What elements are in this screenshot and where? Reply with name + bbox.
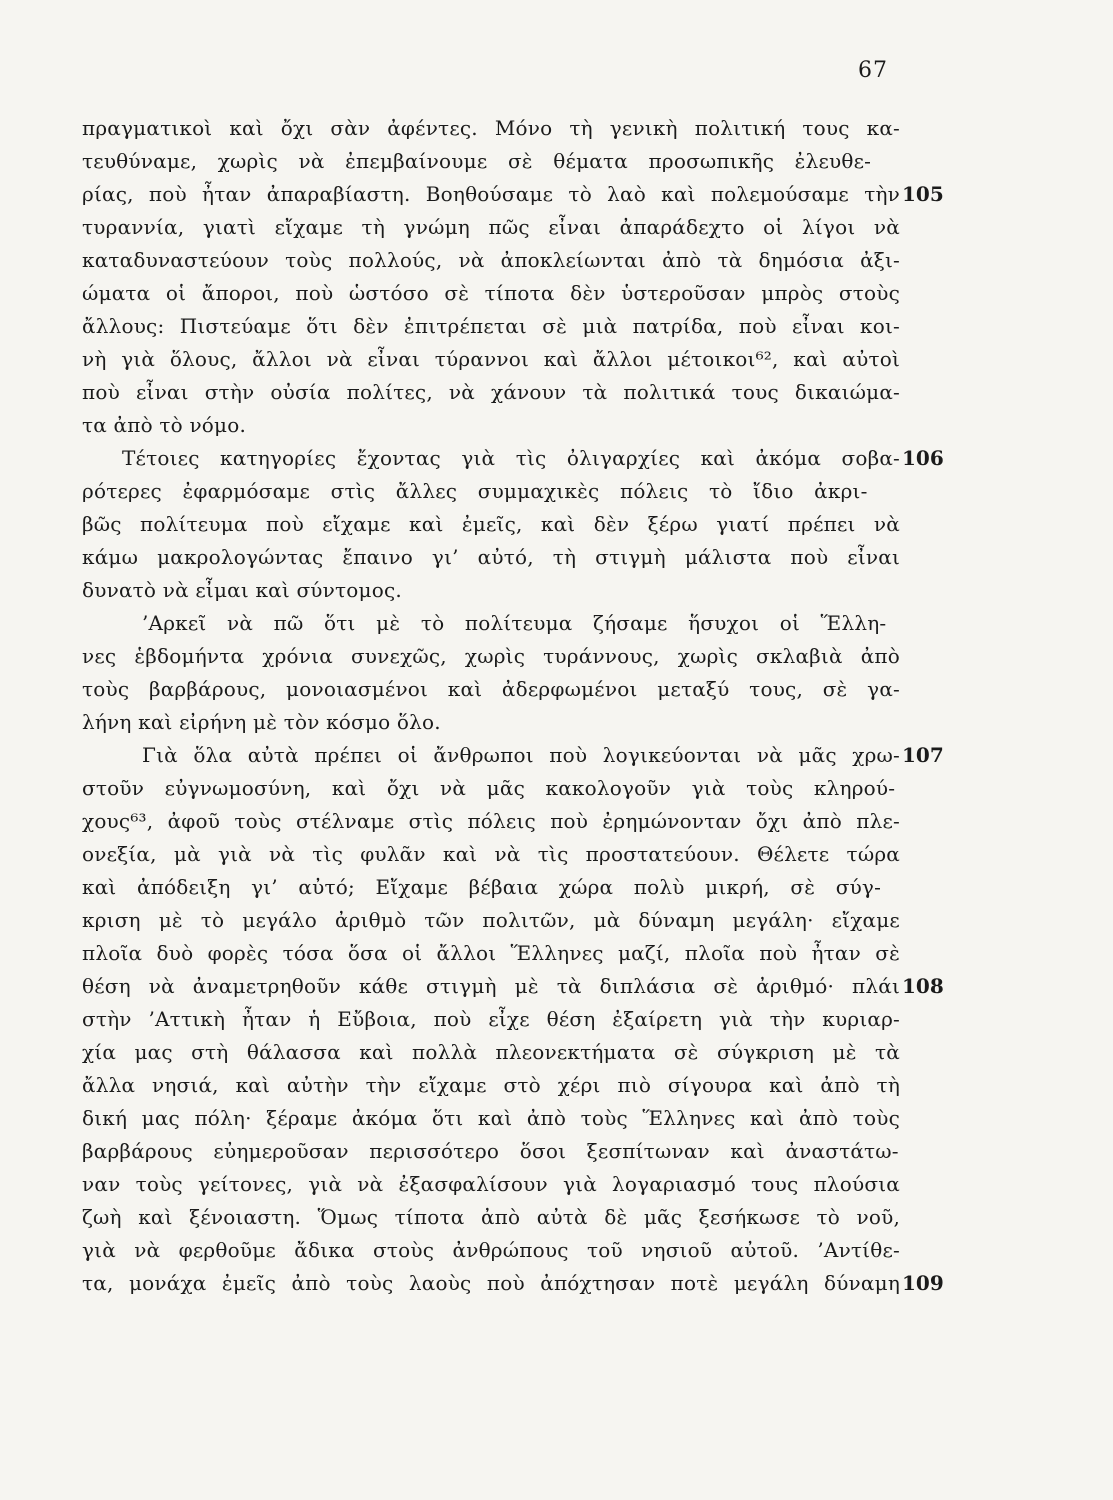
text-line: χία μας στὴ θάλασσα καὶ πολλὰ πλεονεκτήματα σὲ σύγκριση μὲ τὰ bbox=[82, 1040, 900, 1064]
text-line: τοὺς βαρβάρους, μονοιασμένοι καὶ ἀδερφωμένοι μεταξύ τους, σὲ γα- bbox=[82, 677, 900, 701]
text-line: ζωὴ καὶ ξένοιαστη. Ὅμως τίποτα ἀπὸ αὐτὰ δὲ μᾶς ξεσήκωσε τὸ νοῦ, bbox=[82, 1205, 900, 1229]
margin-section-number: 109 bbox=[902, 1271, 944, 1295]
text-line: ρότερες ἐφαρμόσαμε στὶς ἄλλες συμμαχικὲς πόλεις τὸ ἴδιο ἀκρι- bbox=[82, 479, 868, 503]
margin-section-number: 108 bbox=[902, 974, 944, 998]
text-line: ρίας, ποὺ ἦταν ἀπαραβίαστη. Βοηθούσαμε τὸ λαὸ καὶ πολεμούσαμε τὴν bbox=[82, 182, 900, 206]
text-line: ώματα οἱ ἄποροι, ποὺ ὡστόσο σὲ τίποτα δὲν ὑστεροῦσαν μπρὸς στοὺς bbox=[82, 281, 900, 305]
text-line: δική μας πόλη· ξέραμε ἀκόμα ὅτι καὶ ἀπὸ τοὺς Ἕλληνες καὶ ἀπὸ τοὺς bbox=[82, 1106, 900, 1130]
margin-section-number: 105 bbox=[902, 182, 944, 206]
text-line: πραγματικοὶ καὶ ὄχι σὰν ἀφέντες. Μόνο τὴ γενικὴ πολιτική τους κα- bbox=[82, 116, 900, 140]
text-line: τα, μονάχα ἐμεῖς ἀπὸ τοὺς λαοὺς ποὺ ἀπόχτησαν ποτὲ μεγάλη δύναμη bbox=[82, 1271, 900, 1295]
text-line: τα ἀπὸ τὸ νόμο. bbox=[82, 413, 247, 437]
text-line: στὴν ’Αττικὴ ἦταν ἡ Εὔβοια, ποὺ εἶχε θέση ἐξαίρετη γιὰ τὴν κυριαρ- bbox=[82, 1007, 900, 1031]
text-line: πλοῖα δυὸ φορὲς τόσα ὅσα οἱ ἄλλοι Ἕλληνες μαζί, πλοῖα ποὺ ἦταν σὲ bbox=[82, 941, 900, 965]
text-line: στοῦν εὐγνωμοσύνη, καὶ ὄχι νὰ μᾶς κακολογοῦν γιὰ τοὺς κληρού- bbox=[82, 776, 896, 800]
text-line: νὴ γιὰ ὅλους, ἄλλοι νὰ εἶναι τύραννοι καὶ ἄλλοι μέτοικοι⁶², καὶ αὐτοὶ bbox=[82, 347, 900, 371]
text-line: χους⁶³, ἀφοῦ τοὺς στέλναμε στὶς πόλεις ποὺ ἐρημώνονταν ὄχι ἀπὸ πλε- bbox=[82, 809, 900, 833]
text-line: δυνατὸ νὰ εἶμαι καὶ σύντομος. bbox=[82, 578, 402, 602]
margin-section-number: 107 bbox=[902, 743, 944, 767]
text-line: κάμω μακρολογώντας ἔπαινο γι’ αὐτό, τὴ στιγμὴ μάλιστα ποὺ εἶναι bbox=[82, 545, 900, 569]
text-line: γιὰ νὰ φερθοῦμε ἄδικα στοὺς ἀνθρώπους τοῦ νησιοῦ αὐτοῦ. ’Αντίθε- bbox=[82, 1238, 900, 1262]
text-line: Τέτοιες κατηγορίες ἔχοντας γιὰ τὶς ὀλιγαρχίες καὶ ἀκόμα σοβα- bbox=[122, 446, 900, 470]
text-line: βαρβάρους εὐημεροῦσαν περισσότερο ὅσοι ξεσπίτωναν καὶ ἀναστάτω- bbox=[82, 1139, 899, 1163]
text-line: ’Αρκεῖ νὰ πῶ ὅτι μὲ τὸ πολίτευμα ζήσαμε ἥσυχοι οἱ Ἕλλη- bbox=[142, 611, 887, 635]
text-line: ἄλλα νησιά, καὶ αὐτὴν τὴν εἴχαμε στὸ χέρι πιὸ σίγουρα καὶ ἀπὸ τὴ bbox=[82, 1073, 900, 1097]
page-number: 67 bbox=[858, 58, 888, 83]
text-line: Γιὰ ὅλα αὐτὰ πρέπει οἱ ἄνθρωποι ποὺ λογικεύονται νὰ μᾶς χρω- bbox=[142, 743, 900, 767]
text-line: κριση μὲ τὸ μεγάλο ἀριθμὸ τῶν πολιτῶν, μὰ δύναμη μεγάλη· εἴχαμε bbox=[82, 908, 900, 932]
text-line: καὶ ἀπόδειξη γι’ αὐτό; Εἴχαμε βέβαια χώρα πολὺ μικρή, σὲ σύγ- bbox=[82, 875, 882, 899]
text-line: θέση νὰ ἀναμετρηθοῦν κάθε στιγμὴ μὲ τὰ διπλάσια σὲ ἀριθμό· πλάι bbox=[82, 974, 900, 998]
text-line: νες ἑβδομήντα χρόνια συνεχῶς, χωρὶς τυράννους, χωρὶς σκλαβιὰ ἀπὸ bbox=[82, 644, 900, 668]
text-line: τυραννία, γιατὶ εἴχαμε τὴ γνώμη πῶς εἶναι ἀπαράδεχτο οἱ λίγοι νὰ bbox=[82, 215, 900, 239]
text-line: ονεξία, μὰ γιὰ νὰ τὶς φυλᾶν καὶ νὰ τὶς προστατεύουν. Θέλετε τώρα bbox=[82, 842, 900, 866]
margin-section-number: 106 bbox=[902, 446, 944, 470]
text-line: ἄλλους: Πιστεύαμε ὅτι δὲν ἐπιτρέπεται σὲ μιὰ πατρίδα, ποὺ εἶναι κοι- bbox=[82, 314, 900, 338]
text-line: τευθύναμε, χωρὶς νὰ ἐπεμβαίνουμε σὲ θέματα προσωπικῆς ἐλευθε- bbox=[82, 149, 872, 173]
text-line: καταδυναστεύουν τοὺς πολλούς, νὰ ἀποκλείωνται ἀπὸ τὰ δημόσια ἀξι- bbox=[82, 248, 900, 272]
text-line: βῶς πολίτευμα ποὺ εἴχαμε καὶ ἐμεῖς, καὶ δὲν ξέρω γιατί πρέπει νὰ bbox=[82, 512, 900, 536]
text-line: ναν τοὺς γείτονες, γιὰ νὰ ἐξασφαλίσουν γιὰ λογαριασμό τους πλούσια bbox=[82, 1172, 900, 1196]
text-line: ποὺ εἶναι στὴν οὐσία πολίτες, νὰ χάνουν τὰ πολιτικά τους δικαιώμα- bbox=[82, 380, 900, 404]
text-line: λήνη καὶ εἰρήνη μὲ τὸν κόσμο ὅλο. bbox=[82, 710, 441, 734]
